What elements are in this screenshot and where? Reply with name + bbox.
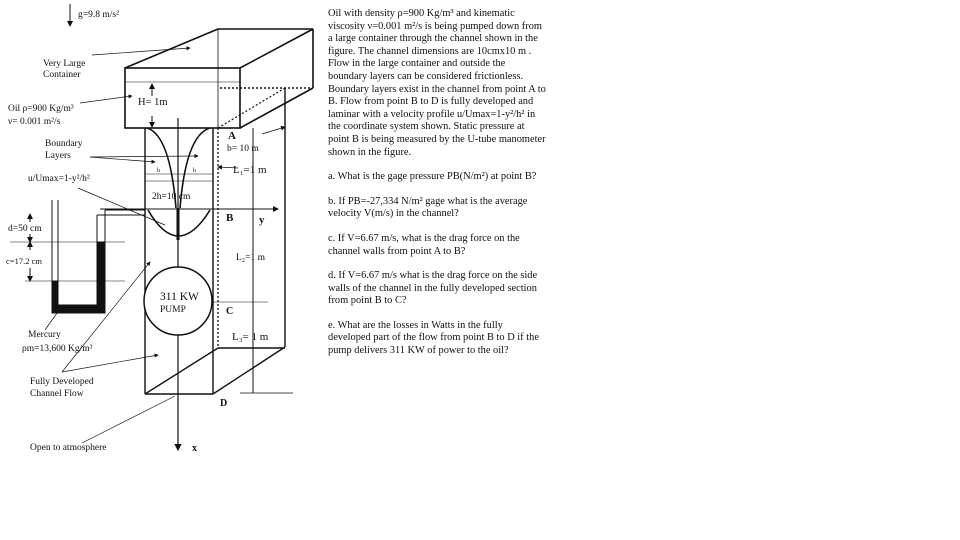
l1-label: L₁=1 m <box>233 164 267 176</box>
fully-developed-1: Fully Developed <box>30 377 94 387</box>
y-label: y <box>259 214 265 226</box>
pump-label: PUMP <box>160 305 186 315</box>
h-left: h <box>157 168 160 174</box>
oil-viscosity: ν= 0.001 m²/s <box>8 117 61 127</box>
container-label-1: Very Large <box>43 59 86 69</box>
question-c: c. If V=6.67 m/s, what is the drag force on the channel walls from point A to B? <box>328 232 520 257</box>
channel <box>145 88 285 394</box>
point-b: B <box>226 212 234 224</box>
l3-label: L₃= 1 m <box>232 331 269 343</box>
d-label: d=50 cm <box>8 224 42 234</box>
point-c: C <box>226 306 234 317</box>
gravity-label: g=9.8 m/s² <box>78 10 119 20</box>
two-h-label: 2h=10 cm <box>152 192 191 202</box>
problem-figure <box>0 0 330 540</box>
fully-developed-2: Channel Flow <box>30 389 84 399</box>
open-atmosphere: Open to atmosphere <box>30 443 107 453</box>
problem-intro: Oil with density ρ=900 Kg/m³ and kinematic viscosity ν=0.001 m²/s is being pumped down from a large container through the channel shown in the figure. The channel dimensions are 10cmx10 m . Flow in the large container and outside the boundary layers can be considered frictionless. Boundary layers exist in the channel from point A to B. Flow from point B to D is fully developed and laminar with a velocity profile u/Umax=1-y²/h² in the coordinate system shown. Static pressure at point B is being measured by the U-tube manometer shown in the figure. <box>328 8 546 158</box>
x-label: x <box>192 443 197 454</box>
b-label: b= 10 m <box>227 144 259 154</box>
c-label: c=17.2 cm <box>6 256 42 266</box>
question-d: d. If V=6.67 m/s what is the drag force on the side walls of the channel in the fully developed section from point B to C? <box>328 270 538 307</box>
point-d: D <box>220 398 228 409</box>
problem-text <box>328 8 546 370</box>
question-a: a. What is the gage pressure PB(N/m²) at point B? <box>328 171 537 183</box>
question-e: e. What are the losses in Watts in the fully developed part of the flow from point B to D if the pump delivers 311 KW of power to the oil? <box>328 319 539 357</box>
boundary-label-1: Boundary <box>45 139 83 149</box>
l2-label: L₂=1 m <box>236 253 265 263</box>
mercury-label: Mercury <box>28 330 61 340</box>
h-label: H= 1m <box>138 97 168 108</box>
oil-density: Oil ρ=900 Kg/m³ <box>8 104 74 114</box>
mercury-density: ρm=13,600 Kg/m³ <box>22 344 93 354</box>
h-right: h <box>193 168 196 174</box>
velocity-profile-label: u/Umax=1-y²/h² <box>28 174 90 184</box>
boundary-label-2: Layers <box>45 151 71 161</box>
container-label-2: Container <box>43 70 81 80</box>
pump-power: 311 KW <box>160 291 199 303</box>
question-b: b. If PB=-27,334 N/m² gage what is the average velocity V(m/s) in the channel? <box>328 195 528 220</box>
point-a: A <box>228 130 236 142</box>
